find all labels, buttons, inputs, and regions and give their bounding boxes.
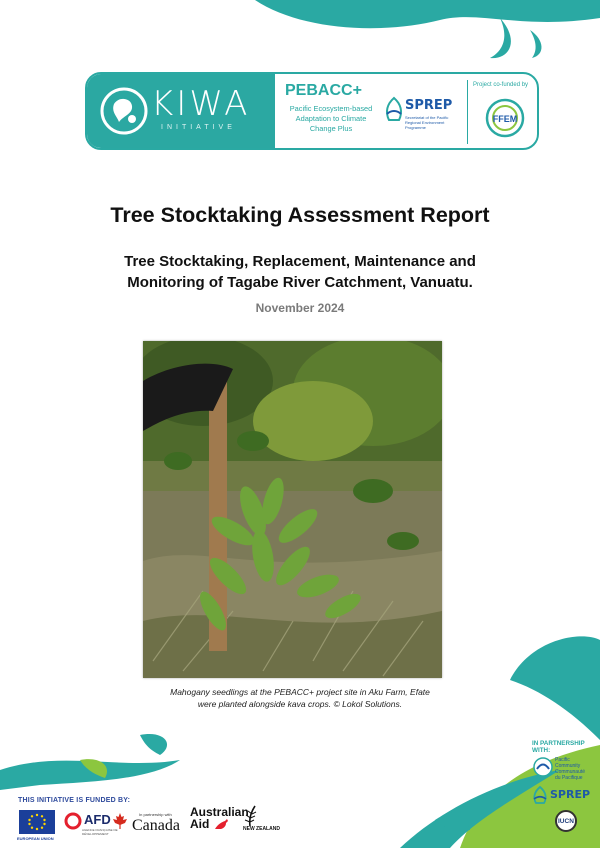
subtitle-line-1: Tree Stocktaking, Replacement, Maintenance and <box>124 253 476 270</box>
mahogany-seedling-photo <box>143 341 442 678</box>
caption-line-1: Mahogany seedlings at the PEBACC+ project site in Aku Farm, Efate <box>170 687 430 697</box>
banner-divider <box>467 80 468 144</box>
in-partnership-with-label: In partnership with <box>139 812 172 817</box>
afd-label: AFD <box>84 812 111 827</box>
kangaroo-icon <box>214 818 230 830</box>
partnership-label-line-1: IN PARTNERSHIP <box>532 740 585 747</box>
pc-line-2: Community <box>555 763 581 769</box>
bottom-left-wave-decoration <box>0 720 260 800</box>
afd-subtitle: AGENCE FRANÇAISE DE DÉVELOPPEMENT <box>82 828 118 836</box>
funded-by-label: THIS INITIATIVE IS FUNDED BY: <box>18 797 131 804</box>
eu-flag-icon <box>19 810 55 834</box>
pc-line-4: du Pacifique <box>555 775 583 781</box>
pebacc-title: PEBACC+ <box>285 82 362 99</box>
nz-label: NEW ZEALAND <box>243 826 280 832</box>
pc-line-3: Communauté <box>555 769 586 775</box>
pc-line-1: Pacific <box>555 757 570 763</box>
sprep-partner-logo-icon <box>531 785 549 805</box>
maple-leaf-icon <box>112 812 128 830</box>
report-title: Tree Stocktaking Assessment Report <box>110 203 490 227</box>
ffem-logo-icon <box>485 98 525 138</box>
report-subtitle <box>0 251 600 293</box>
aid-label: Aid <box>190 817 210 831</box>
caption-line-2: were planted alongside kava crops. © Lokol Solutions. <box>197 699 403 709</box>
pacific-community-logo-icon <box>533 757 553 777</box>
report-date: November 2024 <box>255 301 345 315</box>
cover-photo <box>143 341 442 678</box>
nz-fern-icon <box>240 805 260 827</box>
partnership-label <box>532 740 585 754</box>
kiwa-wordmark: KIWA <box>151 84 251 124</box>
canada-wordmark: Canada <box>132 817 180 834</box>
australian-label: Australian <box>190 805 249 819</box>
partnership-label-line-2: WITH: <box>532 747 551 754</box>
kiwa-logo-icon <box>99 86 149 136</box>
sprep-logo-text: SPREP <box>405 98 453 113</box>
eu-label: EUROPEAN UNION <box>17 836 54 841</box>
kiwa-subtitle: INITIATIVE <box>161 124 236 131</box>
pebacc-subtitle: Pacific Ecosystem-based Adaptation to Climate Change Plus <box>289 104 373 133</box>
sprep-subtitle: Secretariat of the Pacific Regional Environment Programme <box>405 115 449 130</box>
pacific-community-label <box>555 757 585 781</box>
cofunded-label: Project co-funded by <box>473 82 529 88</box>
ffem-label: FFEM <box>492 114 518 124</box>
subtitle-line-2: Monitoring of Tagabe River Catchment, Vanuatu. <box>127 274 473 291</box>
photo-caption <box>0 686 600 710</box>
afd-logo-icon <box>64 812 82 830</box>
sprep-partner-label: SPREP <box>550 788 591 801</box>
sprep-logo-icon <box>383 96 405 122</box>
iucn-label: IUCN <box>558 818 574 825</box>
header-banner <box>85 72 539 150</box>
